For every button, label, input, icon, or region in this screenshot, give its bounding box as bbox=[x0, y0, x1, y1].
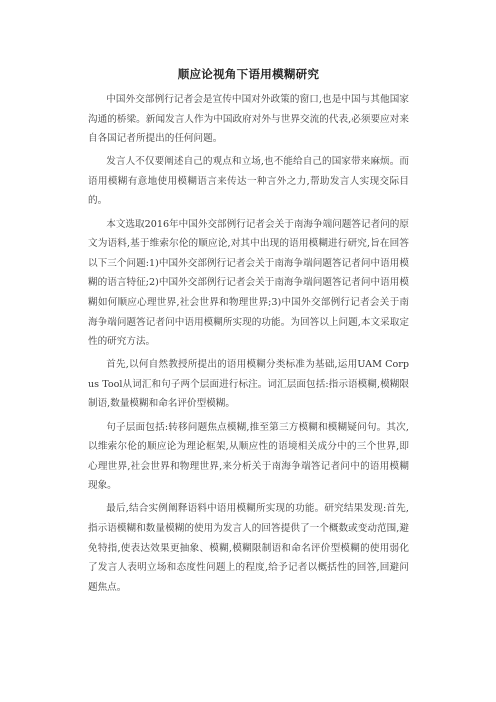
document-page bbox=[88, 66, 409, 601]
paragraph-5: 句子层面包括:转移问题焦点模糊,推至第三方模糊和模糊疑问句。其次,以维索尔伦的顺应论为理论框架,从顺应性的语境相关成分中的三个世界,即心理世界,社会世界和物理世界,来分析关于南海争端答记者问中的语用模糊现象。 bbox=[88, 421, 409, 492]
paragraph-4: 首先,以何自然教授所提出的语用模糊分类标准为基础,运用UAM Corpus Tool从词汇和句子两个层面进行标注。词汇层面包括:指示语模糊,模糊限制语,数量模糊和命名评价型模糊。 bbox=[88, 359, 409, 410]
paragraph-2: 发言人不仅要阐述自己的观点和立场,也不能给自己的国家带来麻烦。而语用模糊有意地使用模糊语言来传达一种言外之力,帮助发言人实现交际目的。 bbox=[88, 156, 409, 207]
paragraph-6: 最后,结合实例阐释语料中语用模糊所实现的功能。研究结果发现:首先,指示语模糊和数量模糊的使用为发言人的回答提供了一个概数或变动范围,避免特指,使表达效果更抽象、模糊,模糊限制语和命名评价型模糊的使用弱化了发言人表明立场和态度性问题上的程度,给予记者以概括性的回答,回避问题焦点。 bbox=[88, 503, 409, 593]
paragraph-1: 中国外交部例行记者会是宣传中国对外政策的窗口,也是中国与其他国家沟通的桥梁。新闻发言人作为中国政府对外与世界交流的代表,必须要应对来自各国记者所提出的任何问题。 bbox=[88, 94, 409, 145]
paragraph-3: 本文选取2016年中国外交部例行记者会关于南海争端问题答记者问的原文为语料,基于维索尔伦的顺应论,对其中出现的语用模糊进行研究,旨在回答以下三个问题:1)中国外交部例行记者会关于南海争端问题答记者问中语用模糊的语言特征;2)中国外交部例行记者会关于南海争端问题答记者问中语用模糊如何顺应心理世界,社会世界和物理世界;3)中国外交部例行记者会关于南海争端问题答记者问中语用模糊所实现的功能。为回答以上问题,本文采取定性的研究方法。 bbox=[88, 218, 409, 348]
document-title: 顺应论视角下语用模糊研究 bbox=[177, 67, 320, 81]
